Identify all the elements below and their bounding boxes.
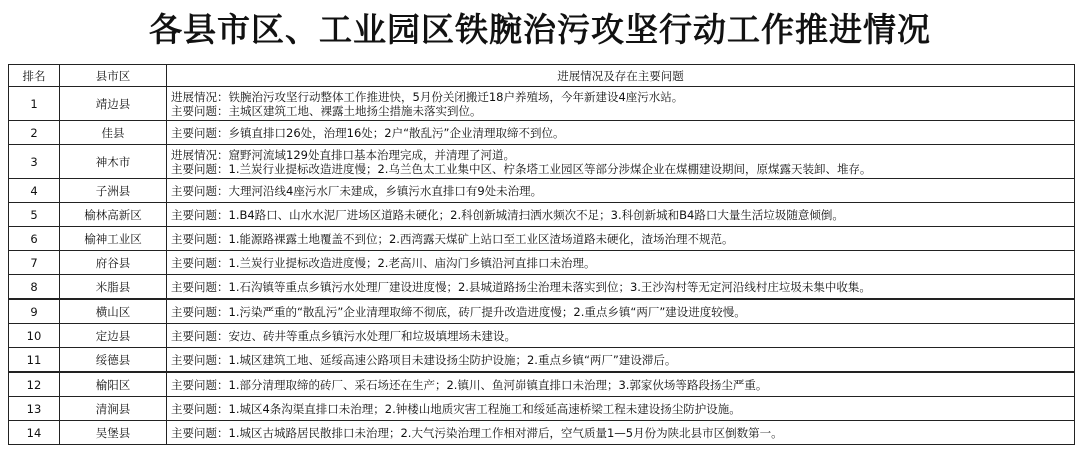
table-row <box>9 251 1075 275</box>
rank-cell: 14 <box>9 421 60 445</box>
issue-line: 主要问题：1.城区4条沟渠直排口未治理；2.钟楼山地质灾害工程施工和绥延高速桥梁工程未建设扬尘防护设施。 <box>171 401 741 416</box>
progress-line: 进展情况：窟野河流域129处直排口基本治理完成，并清理了河道。 <box>171 147 515 162</box>
issue-line: 主要问题：安边、砖井等重点乡镇污水处理厂和垃圾填埋场未建设。 <box>171 328 516 343</box>
county-cell: 吴堡县 <box>60 421 167 445</box>
header-progress: 进展情况及存在主要问题 <box>167 65 1075 87</box>
table-row <box>9 87 1075 121</box>
rank-cell: 3 <box>9 145 60 179</box>
rank-cell: 8 <box>9 275 60 300</box>
rank-cell: 10 <box>9 324 60 348</box>
county-cell: 佳县 <box>60 121 167 145</box>
issue-line: 主要问题：1.部分清理取缔的砖厂、采石场还在生产；2.镇川、鱼河峁镇直排口未治理；3.郭家伙场等路段扬尘严重。 <box>171 377 768 392</box>
table-header-row <box>9 65 1075 87</box>
county-cell: 定边县 <box>60 324 167 348</box>
progress-line: 进展情况：铁腕治污攻坚行动整体工作推进快，5月份关闭搬迁18户养殖场，今年新建设4座污水站。 <box>171 89 684 104</box>
rank-cell: 2 <box>9 121 60 145</box>
table-row <box>9 372 1075 397</box>
rank-cell: 1 <box>9 87 60 121</box>
county-cell: 靖边县 <box>60 87 167 121</box>
table-row <box>9 397 1075 421</box>
table-row <box>9 203 1075 227</box>
county-cell: 绥德县 <box>60 348 167 373</box>
rank-cell: 12 <box>9 372 60 397</box>
header-rank: 排名 <box>9 65 60 87</box>
rank-cell: 4 <box>9 179 60 203</box>
progress-cell <box>167 275 1075 300</box>
page-title: 各县市区、工业园区铁腕治污攻坚行动工作推进情况 <box>149 10 931 49</box>
rank-cell: 13 <box>9 397 60 421</box>
county-cell: 子洲县 <box>60 179 167 203</box>
county-cell: 清涧县 <box>60 397 167 421</box>
issue-line: 主要问题：1.城区建筑工地、延绥高速公路项目未建设扬尘防护设施；2.重点乡镇“两厂”建设滞后。 <box>171 352 677 367</box>
table-row <box>9 348 1075 373</box>
progress-cell <box>167 227 1075 251</box>
county-cell: 横山区 <box>60 299 167 324</box>
issue-line: 主要问题：大理河沿线4座污水厂未建成，乡镇污水直排口有9处未治理。 <box>171 183 543 198</box>
table-row <box>9 421 1075 445</box>
county-cell: 府谷县 <box>60 251 167 275</box>
county-cell: 米脂县 <box>60 275 167 300</box>
rank-cell: 11 <box>9 348 60 373</box>
rank-cell: 7 <box>9 251 60 275</box>
county-cell: 榆神工业区 <box>60 227 167 251</box>
issue-line: 主要问题：1.兰炭行业提标改造进度慢；2.老高川、庙沟门乡镇沿河直排口未治理。 <box>171 255 596 270</box>
issue-line: 主要问题：1.石沟镇等重点乡镇污水处理厂建设进度慢；2.县城道路扬尘治理未落实到位；3.王沙沟村等无定河沿线村庄垃圾未集中收集。 <box>171 279 871 294</box>
rank-cell: 6 <box>9 227 60 251</box>
progress-cell <box>167 251 1075 275</box>
header-county: 县市区 <box>60 65 167 87</box>
progress-cell <box>167 87 1075 121</box>
issue-line: 主要问题：1.能源路裸露土地覆盖不到位；2.西湾露天煤矿上站口至工业区渣场道路未硬化，渣场治理不规范。 <box>171 231 734 246</box>
progress-cell <box>167 299 1075 324</box>
issue-line: 主要问题：1.B4路口、山水水泥厂进场区道路未硬化；2.科创新城清扫洒水频次不足；3.科创新城和B4路口大量生活垃圾随意倾倒。 <box>171 207 844 222</box>
progress-cell <box>167 121 1075 145</box>
county-cell: 榆林高新区 <box>60 203 167 227</box>
table-row <box>9 179 1075 203</box>
progress-table <box>8 64 1075 445</box>
progress-cell <box>167 179 1075 203</box>
issue-line: 主要问题：1.兰炭行业提标改造进度慢；2.乌兰色太工业集中区、柠条塔工业园区等部分涉煤企业在煤棚建设期间，原煤露天装卸、堆存。 <box>171 161 872 176</box>
issue-line: 主要问题：1.污染严重的“散乱污”企业清理取缔不彻底，砖厂提升改造进度慢；2.重点乡镇“两厂”建设进度较慢。 <box>171 304 746 319</box>
county-cell: 神木市 <box>60 145 167 179</box>
progress-cell <box>167 397 1075 421</box>
progress-cell <box>167 421 1075 445</box>
issue-line: 主要问题：主城区建筑工地、裸露土地扬尘措施未落实到位。 <box>171 103 482 118</box>
progress-cell <box>167 372 1075 397</box>
progress-cell <box>167 145 1075 179</box>
table-row <box>9 227 1075 251</box>
progress-cell <box>167 348 1075 373</box>
table-row <box>9 324 1075 348</box>
table-row <box>9 275 1075 300</box>
rank-cell: 5 <box>9 203 60 227</box>
issue-line: 主要问题：1.城区古城路居民散排口未治理；2.大气污染治理工作相对滞后，空气质量1—5月份为陕北县市区倒数第一。 <box>171 425 783 440</box>
progress-cell <box>167 203 1075 227</box>
issue-line: 主要问题：乡镇直排口26处，治理16处；2户“散乱污”企业清理取缔不到位。 <box>171 125 565 140</box>
county-cell: 榆阳区 <box>60 372 167 397</box>
rank-cell: 9 <box>9 299 60 324</box>
table-row <box>9 299 1075 324</box>
table-row <box>9 121 1075 145</box>
progress-cell <box>167 324 1075 348</box>
table-row <box>9 145 1075 179</box>
